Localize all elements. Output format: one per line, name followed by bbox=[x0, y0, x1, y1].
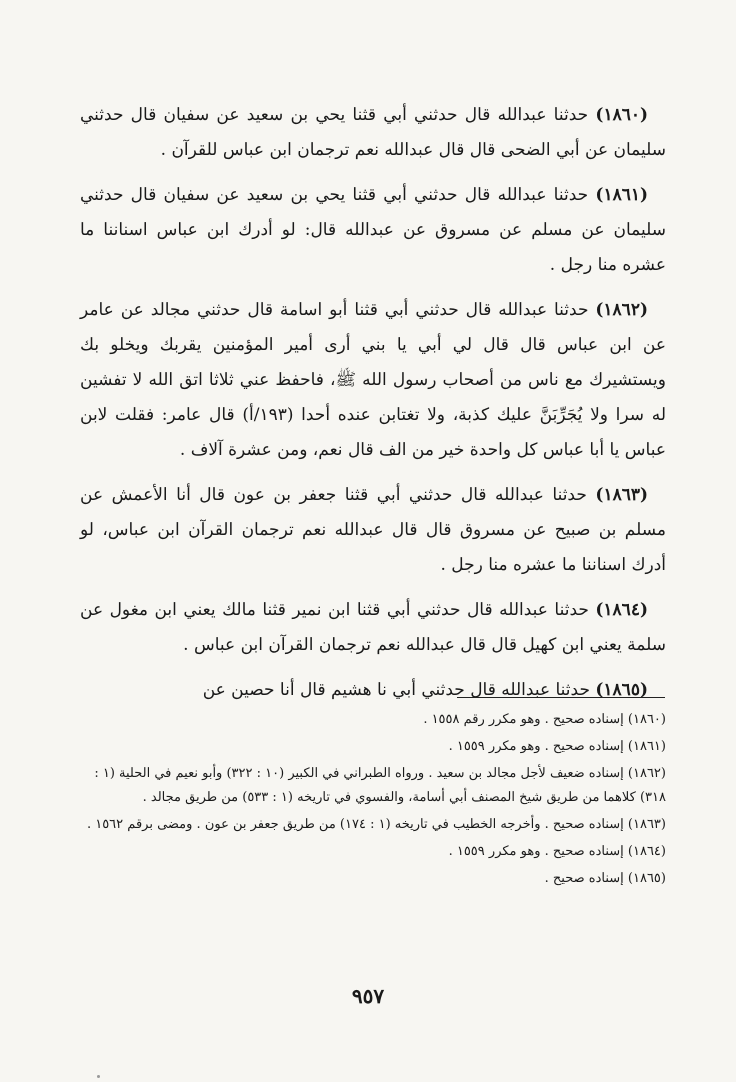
footnote-number: (١٨٦٠) bbox=[627, 712, 666, 727]
scan-speck bbox=[97, 1075, 100, 1078]
hadith-number: (١٨٦١) bbox=[595, 185, 649, 205]
hadith-body: حدثنا عبدالله قال حدثني أبي قثنا جعفر بن عون قال أنا الأعمش عن مسلم بن صبيح عن مسروق قال قال عبدالله نعم ترجمان القرآن ابن عباس، لو أدرك اسناننا ما عشره منا رجل . bbox=[80, 485, 666, 575]
footnote-number: (١٨٦٥) bbox=[627, 871, 666, 886]
footnote-body: إسناده ضعيف لأجل مجالد بن سعيد . ورواه الطبراني في الكبير (١٠ : ٣٢٢) وأبو نعيم في الحلية (١ : ٣١٨) كلاهما من طريق شيخ المصنف أبي أسامة، والفسوي في تاريخه (١ : ٥٣٣) من طريق مجالد . bbox=[94, 766, 666, 805]
hadith-1861 bbox=[80, 178, 666, 283]
hadith-number: (١٨٦٣) bbox=[595, 485, 649, 505]
hadith-number: (١٨٦٢) bbox=[595, 300, 648, 320]
footnote-1861 bbox=[80, 735, 666, 759]
footnote-number: (١٨٦٢) bbox=[627, 766, 666, 781]
hadith-1865 bbox=[80, 673, 666, 708]
hadith-body: حدثنا عبدالله قال حدثني أبي قثنا يحي بن سعيد عن سفيان قال حدثني سليمان عن أبي الضحى قال قال عبدالله نعم ترجمان ابن عباس للقرآن . bbox=[80, 105, 666, 160]
hadith-number: (١٨٦٤) bbox=[595, 600, 648, 620]
footnote-number: (١٨٦٣) bbox=[627, 817, 666, 832]
hadith-body: حدثنا عبدالله قال حدثني أبي نا هشيم قال أنا حصين عن bbox=[202, 680, 590, 700]
footnote-number: (١٨٦١) bbox=[627, 739, 666, 754]
footnotes-block bbox=[80, 708, 666, 894]
footnote-body: إسناده صحيح . وهو مكرر ١٥٥٩ . bbox=[448, 739, 624, 754]
footnote-divider bbox=[457, 697, 665, 698]
hadith-1862 bbox=[80, 293, 666, 468]
footnote-1860 bbox=[80, 708, 666, 732]
hadith-1864 bbox=[80, 593, 666, 663]
footnote-1863 bbox=[80, 813, 666, 837]
hadith-1863 bbox=[80, 478, 666, 583]
footnote-body: إسناده صحيح . وهو مكرر رقم ١٥٥٨ . bbox=[423, 712, 624, 727]
footnote-body: إسناده صحيح . وهو مكرر ١٥٥٩ . bbox=[448, 844, 624, 859]
hadith-number: (١٨٦٠) bbox=[595, 105, 649, 125]
hadith-number: (١٨٦٥) bbox=[595, 680, 648, 700]
footnote-number: (١٨٦٤) bbox=[627, 844, 666, 859]
hadith-body: حدثنا عبدالله قال حدثني أبي قثنا يحي بن سعيد عن سفيان قال حدثني سليمان عن مسلم عن مسروق عن عبدالله قال: لو أدرك ابن عباس اسناننا ما عشره منا رجل . bbox=[80, 185, 666, 275]
page-number: ٩٥٧ bbox=[351, 984, 385, 1008]
footnote-1862 bbox=[80, 762, 666, 810]
footnote-body: إسناده صحيح . bbox=[544, 871, 624, 886]
footnote-body: إسناده صحيح . وأخرجه الخطيب في تاريخه (١ : ١٧٤) من طريق جعفر بن عون . ومضى برقم ١٥٦٢ . bbox=[86, 817, 624, 832]
hadith-text-block bbox=[80, 98, 666, 718]
hadith-1860 bbox=[80, 98, 666, 168]
footnote-1864 bbox=[80, 840, 666, 864]
hadith-body: حدثنا عبدالله قال حدثني أبي قثنا ابن نمير قثنا مالك يعني ابن مغول عن سلمة يعني ابن كهيل قال قال عبدالله نعم ترجمان القرآن ابن عباس . bbox=[80, 600, 666, 655]
hadith-body: حدثنا عبدالله قال حدثني أبي قثنا أبو اسامة قال حدثني مجالد عن عامر عن ابن عباس قال قال لي أبي يا بني أرى أمير المؤمنين يقربك ويخلو بك ويستشيرك مع ناس من أصحاب رسول الله ﷺ، فاحفظ عني ثلاثا اتق الله لا تفشين له سرا ولا يُجَرِّبَنَّ عليك كذبة، ولا تغتابن عنده أحدا (١٩٣/أ) قال عامر: فقلت لابن عباس يا أبا عباس كل واحدة خير من الف قال نعم، ومن عشرة آلاف . bbox=[80, 300, 666, 460]
footnote-1865 bbox=[80, 867, 666, 891]
